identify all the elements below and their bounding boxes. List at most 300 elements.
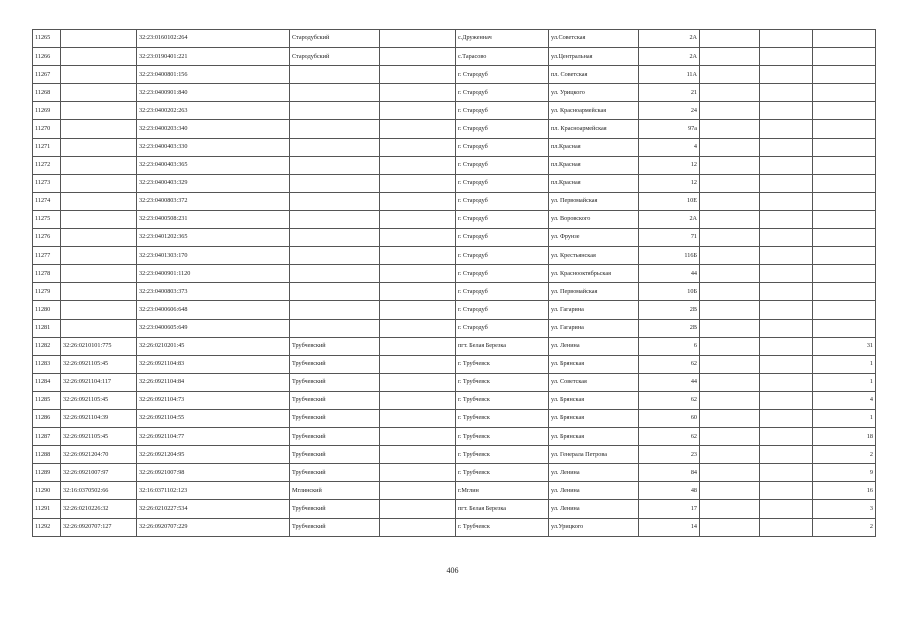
table-cell: 11269 <box>33 102 61 120</box>
table-cell <box>700 229 760 247</box>
table-cell: 2В <box>639 319 700 337</box>
table-cell <box>61 301 137 319</box>
table-cell: 32:26:0921204:95 <box>137 446 290 464</box>
table-cell <box>380 210 456 228</box>
table-cell: 32:26:0921104:73 <box>137 391 290 409</box>
table-cell <box>760 337 813 355</box>
table-cell <box>61 283 137 301</box>
table-cell: 32:26:0921104:84 <box>137 373 290 391</box>
table-row <box>33 391 876 409</box>
table-cell <box>290 319 380 337</box>
table-cell <box>380 446 456 464</box>
table-cell <box>61 48 137 66</box>
table-cell <box>380 355 456 373</box>
table-row <box>33 464 876 482</box>
table-row <box>33 428 876 446</box>
table-row <box>33 337 876 355</box>
table-cell <box>700 192 760 210</box>
table-cell: 97а <box>639 120 700 138</box>
table-cell: 11277 <box>33 247 61 265</box>
table-cell <box>700 30 760 48</box>
table-cell <box>61 265 137 283</box>
table-cell <box>813 192 876 210</box>
table-cell <box>380 66 456 84</box>
table-cell: 32:26:0921007:97 <box>61 464 137 482</box>
table-cell: 32:23:0400203:340 <box>137 120 290 138</box>
table-cell: 32:26:0921105:45 <box>61 428 137 446</box>
table-cell <box>380 500 456 518</box>
table-cell: 32:23:0400403:330 <box>137 138 290 156</box>
table-cell <box>760 84 813 102</box>
table-cell: Трубчевский <box>290 428 380 446</box>
table-cell: 32:23:0400403:329 <box>137 174 290 192</box>
table-cell: 11А <box>639 66 700 84</box>
table-cell: 2А <box>639 48 700 66</box>
table-cell <box>380 265 456 283</box>
table-cell: 11273 <box>33 174 61 192</box>
table-cell: 11284 <box>33 373 61 391</box>
table-cell: 16 <box>813 482 876 500</box>
table-cell: ул. Крестьянская <box>549 247 639 265</box>
table-cell: 11270 <box>33 120 61 138</box>
table-cell: 11288 <box>33 446 61 464</box>
table-cell <box>290 265 380 283</box>
table-cell: 32:26:0921204:70 <box>61 446 137 464</box>
table-cell <box>813 265 876 283</box>
table-cell: 62 <box>639 355 700 373</box>
table-cell <box>760 482 813 500</box>
table-cell: Трубчевский <box>290 391 380 409</box>
table-cell <box>760 192 813 210</box>
table-cell: 32:26:0210101:775 <box>61 337 137 355</box>
table-cell: г. Трубчевск <box>456 446 549 464</box>
table-cell <box>61 229 137 247</box>
table-cell: 24 <box>639 102 700 120</box>
table-cell: 32:23:0400508:231 <box>137 210 290 228</box>
table-cell: 11292 <box>33 518 61 536</box>
table-cell: 17 <box>639 500 700 518</box>
table-cell <box>760 446 813 464</box>
table-cell <box>760 409 813 427</box>
table-cell: ул.Урицкого <box>549 518 639 536</box>
table-cell <box>61 102 137 120</box>
table-cell <box>61 120 137 138</box>
table-cell <box>760 102 813 120</box>
table-cell: 11272 <box>33 156 61 174</box>
table-cell: ул.Центральная <box>549 48 639 66</box>
table-cell <box>813 120 876 138</box>
table-cell <box>290 247 380 265</box>
table-cell <box>380 518 456 536</box>
table-cell: г. Трубчевск <box>456 391 549 409</box>
table-cell: 62 <box>639 428 700 446</box>
table-cell <box>813 66 876 84</box>
table-cell <box>61 30 137 48</box>
table-cell: 32:23:0401303:170 <box>137 247 290 265</box>
table-cell <box>700 84 760 102</box>
table-row <box>33 138 876 156</box>
table-cell: г. Трубчевск <box>456 355 549 373</box>
table-cell: ул. Ленина <box>549 337 639 355</box>
table-row <box>33 482 876 500</box>
table-cell: 11286 <box>33 409 61 427</box>
table-cell <box>380 283 456 301</box>
table-cell: 32:23:0400606:648 <box>137 301 290 319</box>
table-cell <box>813 102 876 120</box>
table-cell: Трубчевский <box>290 355 380 373</box>
table-cell <box>61 319 137 337</box>
table-cell <box>380 337 456 355</box>
table-cell <box>700 500 760 518</box>
table-cell <box>290 192 380 210</box>
table-cell: 32:23:0400803:373 <box>137 283 290 301</box>
table-cell: 48 <box>639 482 700 500</box>
table-cell <box>700 518 760 536</box>
table-cell: 18 <box>813 428 876 446</box>
table-cell: 32:23:0401202:365 <box>137 229 290 247</box>
table-cell: 4 <box>639 138 700 156</box>
table-cell: 11282 <box>33 337 61 355</box>
table-cell <box>61 66 137 84</box>
table-cell <box>290 174 380 192</box>
table-cell: 1 <box>813 409 876 427</box>
table-cell: ул. Брянская <box>549 409 639 427</box>
table-cell <box>813 229 876 247</box>
table-cell: 11291 <box>33 500 61 518</box>
table-cell: пл.Красная <box>549 174 639 192</box>
table-cell: 32:23:0400202:263 <box>137 102 290 120</box>
table-cell: ул. Гагарина <box>549 319 639 337</box>
table-cell <box>380 138 456 156</box>
table-cell: ул. Урицкого <box>549 84 639 102</box>
table-cell: 2 <box>813 446 876 464</box>
table-cell: Трубчевский <box>290 500 380 518</box>
table-cell: Трубчевский <box>290 446 380 464</box>
table-cell: г. Стародуб <box>456 102 549 120</box>
table-cell: 32:23:0160102:264 <box>137 30 290 48</box>
table-cell <box>380 301 456 319</box>
table-cell <box>760 319 813 337</box>
table-cell: ул. Ленина <box>549 464 639 482</box>
table-cell <box>760 229 813 247</box>
table-cell <box>290 102 380 120</box>
table-row <box>33 192 876 210</box>
table-cell <box>760 247 813 265</box>
table-cell: 2В <box>639 301 700 319</box>
table-cell <box>290 84 380 102</box>
table-row <box>33 355 876 373</box>
table-cell <box>380 229 456 247</box>
table-cell: 11280 <box>33 301 61 319</box>
table-row <box>33 500 876 518</box>
table-cell: 32:23:0400901:1120 <box>137 265 290 283</box>
table-cell: 11281 <box>33 319 61 337</box>
table-row <box>33 210 876 228</box>
table-cell: Трубчевский <box>290 373 380 391</box>
table-cell: 32:26:0920707:127 <box>61 518 137 536</box>
table-cell: 32:26:0921105:45 <box>61 391 137 409</box>
table-cell <box>813 319 876 337</box>
table-cell: 32:23:0400901:840 <box>137 84 290 102</box>
table-row <box>33 518 876 536</box>
table-cell: 14 <box>639 518 700 536</box>
table-cell: ул. Советская <box>549 373 639 391</box>
table-cell: г. Стародуб <box>456 120 549 138</box>
table-cell <box>760 518 813 536</box>
table-cell <box>760 355 813 373</box>
table-cell: Трубчевский <box>290 464 380 482</box>
table-cell <box>380 120 456 138</box>
table-cell: ул. Фрунзе <box>549 229 639 247</box>
table-cell: г. Стародуб <box>456 66 549 84</box>
table-cell: 3 <box>813 500 876 518</box>
table-cell: г. Стародуб <box>456 84 549 102</box>
table-cell: 11278 <box>33 265 61 283</box>
table-cell <box>61 156 137 174</box>
table-row <box>33 30 876 48</box>
table-cell <box>700 482 760 500</box>
table-cell: ул. Брянская <box>549 391 639 409</box>
table-row <box>33 409 876 427</box>
table-cell <box>760 373 813 391</box>
table-cell <box>380 464 456 482</box>
table-cell: ул. Брянская <box>549 428 639 446</box>
table-row <box>33 301 876 319</box>
table-cell: 116Б <box>639 247 700 265</box>
table-cell: 32:26:0921104:83 <box>137 355 290 373</box>
table-cell <box>700 283 760 301</box>
table-cell <box>700 301 760 319</box>
table-cell: г. Трубчевск <box>456 518 549 536</box>
registry-body <box>33 30 876 537</box>
table-row <box>33 48 876 66</box>
table-cell: 32:26:0921105:45 <box>61 355 137 373</box>
table-cell <box>760 428 813 446</box>
table-cell: Трубчевский <box>290 518 380 536</box>
table-cell: 32:26:0921104:117 <box>61 373 137 391</box>
table-cell: 6 <box>639 337 700 355</box>
table-cell: пгт. Белая Березка <box>456 337 549 355</box>
table-cell <box>700 373 760 391</box>
table-cell: ул. Брянская <box>549 355 639 373</box>
table-cell: 32:16:0370502:66 <box>61 482 137 500</box>
table-cell <box>813 210 876 228</box>
table-cell <box>290 210 380 228</box>
table-cell <box>380 192 456 210</box>
table-cell: 11289 <box>33 464 61 482</box>
table-cell <box>700 265 760 283</box>
table-cell <box>700 138 760 156</box>
table-cell <box>813 84 876 102</box>
table-cell <box>760 138 813 156</box>
table-cell: ул. Краснооктябрьская <box>549 265 639 283</box>
table-cell <box>61 84 137 102</box>
table-cell: 12 <box>639 156 700 174</box>
table-cell: пл.Красная <box>549 156 639 174</box>
table-cell: 11274 <box>33 192 61 210</box>
table-cell: г. Стародуб <box>456 229 549 247</box>
table-cell: г. Стародуб <box>456 174 549 192</box>
table-cell <box>760 174 813 192</box>
table-cell: 2А <box>639 210 700 228</box>
table-cell: 11279 <box>33 283 61 301</box>
table-cell: ул. Воровского <box>549 210 639 228</box>
table-cell: 1 <box>813 355 876 373</box>
table-cell <box>61 174 137 192</box>
table-cell <box>380 409 456 427</box>
table-cell <box>380 102 456 120</box>
table-cell <box>813 156 876 174</box>
table-cell: 32:26:0920707:229 <box>137 518 290 536</box>
table-cell: 1 <box>813 373 876 391</box>
table-row <box>33 283 876 301</box>
table-cell <box>380 482 456 500</box>
table-cell <box>760 464 813 482</box>
table-row <box>33 174 876 192</box>
table-cell: 32:26:0921007:98 <box>137 464 290 482</box>
table-row <box>33 247 876 265</box>
table-cell: 71 <box>639 229 700 247</box>
table-cell <box>813 30 876 48</box>
table-cell <box>380 30 456 48</box>
table-cell <box>813 138 876 156</box>
table-cell <box>700 319 760 337</box>
table-cell <box>290 156 380 174</box>
table-cell <box>760 66 813 84</box>
table-cell <box>760 391 813 409</box>
table-cell <box>760 500 813 518</box>
page-number: 406 <box>446 566 459 575</box>
table-cell: 44 <box>639 265 700 283</box>
table-cell <box>61 138 137 156</box>
table-cell: г. Стародуб <box>456 319 549 337</box>
table-cell: 32:26:0210227:534 <box>137 500 290 518</box>
table-cell: Трубчевский <box>290 409 380 427</box>
table-cell: 32:26:0210201:45 <box>137 337 290 355</box>
table-cell: ул.Советская <box>549 30 639 48</box>
table-cell: 32:23:0190401:221 <box>137 48 290 66</box>
table-cell <box>760 301 813 319</box>
table-cell: пл.Красная <box>549 138 639 156</box>
table-cell: г. Стародуб <box>456 138 549 156</box>
table-cell: 11290 <box>33 482 61 500</box>
table-cell: 32:26:0921104:77 <box>137 428 290 446</box>
table-cell <box>380 391 456 409</box>
table-row <box>33 229 876 247</box>
table-cell: пгт. Белая Березка <box>456 500 549 518</box>
table-cell <box>700 156 760 174</box>
table-cell: 32:23:0400803:372 <box>137 192 290 210</box>
table-cell: 11271 <box>33 138 61 156</box>
table-cell <box>700 120 760 138</box>
table-cell: г. Трубчевск <box>456 464 549 482</box>
table-cell: 2А <box>639 30 700 48</box>
table-cell <box>760 210 813 228</box>
table-cell: 23 <box>639 446 700 464</box>
registry-table <box>32 29 876 537</box>
table-cell <box>813 301 876 319</box>
table-cell: 21 <box>639 84 700 102</box>
table-row <box>33 446 876 464</box>
table-cell <box>380 247 456 265</box>
table-cell: ул. Первомайская <box>549 283 639 301</box>
table-cell <box>700 210 760 228</box>
table-cell: 12 <box>639 174 700 192</box>
table-cell <box>700 391 760 409</box>
table-cell <box>700 247 760 265</box>
table-cell <box>760 120 813 138</box>
table-cell: 32:26:0921104:55 <box>137 409 290 427</box>
table-cell <box>700 174 760 192</box>
table-row <box>33 265 876 283</box>
table-cell <box>700 48 760 66</box>
table-cell: г. Стародуб <box>456 283 549 301</box>
table-cell <box>700 428 760 446</box>
table-cell <box>61 210 137 228</box>
table-cell: 11285 <box>33 391 61 409</box>
table-cell: 11276 <box>33 229 61 247</box>
table-cell: г. Стародуб <box>456 301 549 319</box>
table-cell: 11287 <box>33 428 61 446</box>
table-cell: пл. Красноармейская <box>549 120 639 138</box>
table-cell: г. Стародуб <box>456 265 549 283</box>
table-cell: пл. Советская <box>549 66 639 84</box>
table-cell: 11266 <box>33 48 61 66</box>
table-cell: 32:16:0371102:123 <box>137 482 290 500</box>
table-cell: г.Мглин <box>456 482 549 500</box>
table-cell: 32:23:0400801:156 <box>137 66 290 84</box>
table-cell <box>700 337 760 355</box>
table-cell: Стародубский <box>290 48 380 66</box>
table-cell: 4 <box>813 391 876 409</box>
table-cell <box>760 156 813 174</box>
table-cell: 32:26:0921104:39 <box>61 409 137 427</box>
table-cell <box>700 102 760 120</box>
table-row <box>33 156 876 174</box>
table-cell: 10Е <box>639 192 700 210</box>
table-cell: 10Б <box>639 283 700 301</box>
table-cell <box>290 301 380 319</box>
table-row <box>33 66 876 84</box>
table-cell <box>290 283 380 301</box>
table-cell <box>760 30 813 48</box>
table-cell: 11283 <box>33 355 61 373</box>
table-cell <box>700 409 760 427</box>
table-cell <box>813 48 876 66</box>
table-cell: ул. Ленина <box>549 500 639 518</box>
table-cell: г. Трубчевск <box>456 428 549 446</box>
table-cell: Стародубский <box>290 30 380 48</box>
table-cell: 32:23:0400403:365 <box>137 156 290 174</box>
table-cell: 9 <box>813 464 876 482</box>
table-cell <box>61 192 137 210</box>
table-cell: с.Друженнач <box>456 30 549 48</box>
table-cell: ул. Красноармейская <box>549 102 639 120</box>
table-row <box>33 373 876 391</box>
table-cell: 32:26:0210226:32 <box>61 500 137 518</box>
table-cell: 60 <box>639 409 700 427</box>
table-cell: г. Стародуб <box>456 247 549 265</box>
table-cell <box>760 283 813 301</box>
table-row <box>33 120 876 138</box>
table-cell <box>61 247 137 265</box>
table-cell: Мглинский <box>290 482 380 500</box>
table-cell: 2 <box>813 518 876 536</box>
table-row <box>33 102 876 120</box>
table-cell: г. Стародуб <box>456 210 549 228</box>
table-cell: 62 <box>639 391 700 409</box>
table-cell: 11265 <box>33 30 61 48</box>
